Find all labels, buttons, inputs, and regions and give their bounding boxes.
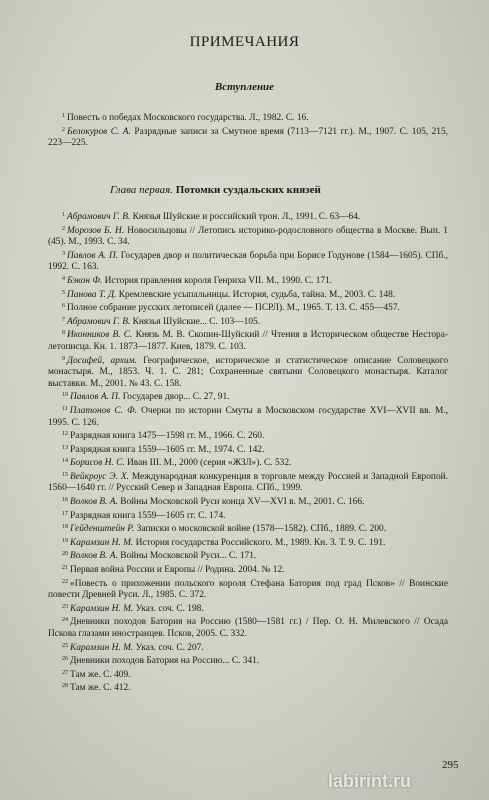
footnote-text: Князья Шуйские... С. 103—105.: [130, 316, 261, 327]
footnote-text: Дневники походов Батория на Россию (1580—1581 гг.) / Пер. О. Н. Милевского // Осада Пскова глазами иностранцев. Псков, 2005. С. 332.: [48, 617, 448, 639]
footnote: [48, 111, 448, 125]
footnote-text: Войны Московской Руси... С. 171.: [117, 551, 257, 562]
footnote: [48, 602, 448, 616]
footnote-author: Белокуров С. А.: [67, 126, 131, 137]
footnote-text: История правления короля Генриха VII. М., 1990. С. 171.: [102, 275, 333, 286]
footnote-number: 11: [62, 405, 68, 412]
footnote-number: 10: [62, 392, 68, 399]
footnote: [48, 328, 448, 353]
footnote-text: Первая война России и Европы // Родина. 2004. № 12.: [70, 565, 285, 576]
footnote: [48, 249, 448, 274]
footnote: [48, 549, 448, 563]
chapter-name: Потомки суздальских князей: [175, 184, 321, 196]
footnote-author: Бэкон Ф.: [67, 275, 103, 286]
page-title: ПРИМЕЧАНИЯ: [189, 34, 300, 50]
footnote-text: Дневники походов Батория на Россию... С. 341.: [70, 656, 260, 667]
footnote-number: 1: [62, 212, 65, 218]
footnote: [48, 210, 448, 224]
footnote-text: Географическое, историческое и статистическое описание Соловецкого монастыря. М., 1853. Ч. 1. С. 281; Сохраненные святыни Соловецкого монастыря. Каталог выставки. М., 2001. № 43. С. 158.: [48, 355, 449, 389]
footnote-text: Кремлевские усыпальницы. История, судьба, тайна. М., 2003. С. 148.: [116, 289, 396, 300]
footnote-number: 22: [62, 578, 68, 585]
footnote-number: 21: [62, 565, 68, 572]
chapter-notes: [48, 210, 448, 695]
footnote-text: Указ. соч. С. 198.: [133, 603, 204, 614]
footnote: [48, 456, 448, 470]
footnote-number: 1: [62, 113, 65, 119]
footnote-author: Платонов С. Ф.: [69, 405, 137, 416]
footnote: [48, 495, 448, 509]
footnote-number: 6: [62, 303, 65, 310]
footnote: [48, 404, 448, 429]
chapter-heading: [110, 184, 321, 196]
footnote-text: Иван III. М., 2000 (серия «ЖЗЛ»). С. 532.: [124, 458, 292, 469]
footnote: [48, 354, 448, 391]
footnote: [48, 288, 448, 302]
footnote-number: 17: [62, 510, 68, 517]
footnote-number: 9: [62, 355, 65, 362]
footnote: [48, 522, 448, 536]
footnote-text: Разрядная книга 1475—1598 гг. М., 1966. С. 260.: [70, 431, 265, 442]
footnote: [48, 470, 448, 495]
intro-heading: Вступление: [214, 81, 275, 93]
footnote-number: 27: [62, 669, 68, 676]
footnote-text: История государства Российского. М., 1989. Кн. 3. Т. 9. С. 191.: [133, 537, 386, 548]
footnote-text: Указ. соч. С. 207.: [133, 642, 204, 653]
footnote-text: Очерки по истории Смуты в Московском государстве XVI—XVII вв. М., 1995. С. 126.: [48, 405, 448, 428]
footnote: [48, 224, 448, 249]
footnote: [48, 536, 448, 550]
footnote-number: 25: [62, 642, 68, 649]
footnote: [48, 301, 448, 315]
footnote-author: Карамзин Н. М.: [70, 603, 134, 614]
footnote-number: 4: [62, 275, 65, 282]
footnote-text: «Повесть о прихожении польского короля Стефана Батория под град Псков» // Воинские повести Древней Руси. Л., 1985. С. 372.: [48, 578, 448, 601]
footnote-number: 18: [62, 524, 68, 531]
footnote-author: Волков В. А.: [70, 551, 118, 562]
footnote-author: Павлов А. П.: [67, 250, 119, 261]
footnote-number: 5: [62, 289, 65, 296]
footnote-text: Международная конкуренция в торговле между Россией и Западной Европой. 1560—1640 гг. // Русский Север и Западная Европа. СПб., 1999.: [48, 471, 448, 494]
intro-notes: [48, 111, 448, 150]
footnote-text: Войны Московской Руси конца XV—XVI в. М., 2001. С. 166.: [117, 497, 365, 508]
footnote-author: Иконников В. С.: [67, 330, 133, 341]
footnote-text: Там же. С. 412.: [70, 683, 131, 694]
watermark-logo: labirint.ru: [328, 771, 412, 791]
footnote-author: Абрамович Г. В.: [67, 316, 131, 327]
footnote-number: 15: [62, 471, 68, 478]
page-number: 295: [442, 759, 459, 771]
footnote: [48, 274, 448, 288]
footnote: [48, 429, 448, 443]
footnote-author: Борисов Н. С.: [70, 458, 125, 469]
footnote-number: 7: [62, 316, 65, 323]
footnote-author: Абрамович Г. В.: [67, 212, 131, 222]
footnote-number: 26: [62, 656, 68, 663]
footnote-number: 28: [62, 683, 68, 690]
footnote-text: Государев двор и политическая борьба при Борисе Годунове (1584—1605). СПб., 1992. С. 163.: [48, 250, 448, 273]
footnote-number: 3: [62, 250, 65, 257]
footnote: [48, 577, 448, 602]
footnote: [48, 443, 448, 457]
footnote-author: Панова Т. Д.: [67, 289, 117, 300]
footnote-author: Вейкроус Э. Х.: [70, 471, 129, 482]
footnote-author: Карамзин Н. М.: [70, 642, 134, 653]
footnote-text: Там же. С. 409.: [70, 669, 131, 680]
footnote-text: Разрядные записи за Смутное время (7113—7121 гг.). М., 1907. С. 105, 215, 223—225.: [48, 126, 448, 149]
footnote-author: Морозов Б. Н.: [67, 225, 125, 236]
footnote-number: 20: [62, 551, 68, 558]
footnote-author: Гейденштейн Р.: [70, 524, 135, 535]
footnote-text: Разрядная книга 1559—1605 гг. С. 174.: [70, 510, 226, 521]
footnote: [48, 509, 448, 523]
footnote-number: 19: [62, 537, 68, 544]
footnote-text: Записки о московской войне (1578—1582). СПб., 1889. С. 200.: [134, 524, 387, 535]
footnote-number: 16: [62, 497, 68, 504]
footnote: [48, 315, 448, 329]
footnote-number: 24: [62, 617, 68, 624]
footnote: [48, 668, 448, 682]
footnote: [48, 390, 448, 404]
footnote-number: 13: [62, 444, 68, 451]
footnote-text: Новосильцовы // Летопись историко-родословного общества в Москве. Вып. 1 (45). М., 1993. С. 34.: [48, 225, 448, 248]
footnote-text: Повесть о победах Московского государства. Л., 1982. С. 16.: [67, 113, 309, 123]
footnote-author: Досифей, архим.: [67, 355, 137, 366]
footnote-text: Князь М. В. Скопин-Шуйский // Чтения в Историческом обществе Нестора-летописца. Кн. 1. 1873—1877. Киев, 1879. С. 103.: [48, 330, 448, 352]
chapter-label: Глава первая.: [110, 184, 173, 196]
footnote-text: Государев двор... С. 27, 91.: [120, 392, 230, 403]
footnote-number: 8: [62, 330, 65, 337]
footnote: [48, 563, 448, 577]
footnote-author: Павлов А. П.: [70, 392, 121, 403]
footnote: [48, 654, 448, 668]
footnote-number: 23: [62, 603, 68, 610]
footnote-author: Карамзин Н. М.: [70, 537, 134, 548]
footnote: [48, 681, 448, 695]
footnote-number: 2: [62, 225, 65, 232]
footnote: [48, 615, 448, 640]
footnote: [48, 641, 448, 655]
footnote-number: 14: [62, 458, 68, 465]
footnote-author: Волков В. А.: [70, 497, 118, 508]
footnote-number: 2: [62, 126, 65, 133]
footnote-number: 12: [62, 431, 68, 438]
footnote: [48, 125, 448, 150]
footnote-text: Князья Шуйские и российский трон. Л., 1991. С. 63—64.: [130, 212, 361, 222]
footnote-text: Разрядная книга 1559—1605 гг. М., 1974. С. 142.: [70, 444, 265, 455]
footnote-text: Полное собрание русских летописей (далее — ПСРЛ). М., 1965. Т. 13. С. 455—457.: [67, 303, 400, 314]
